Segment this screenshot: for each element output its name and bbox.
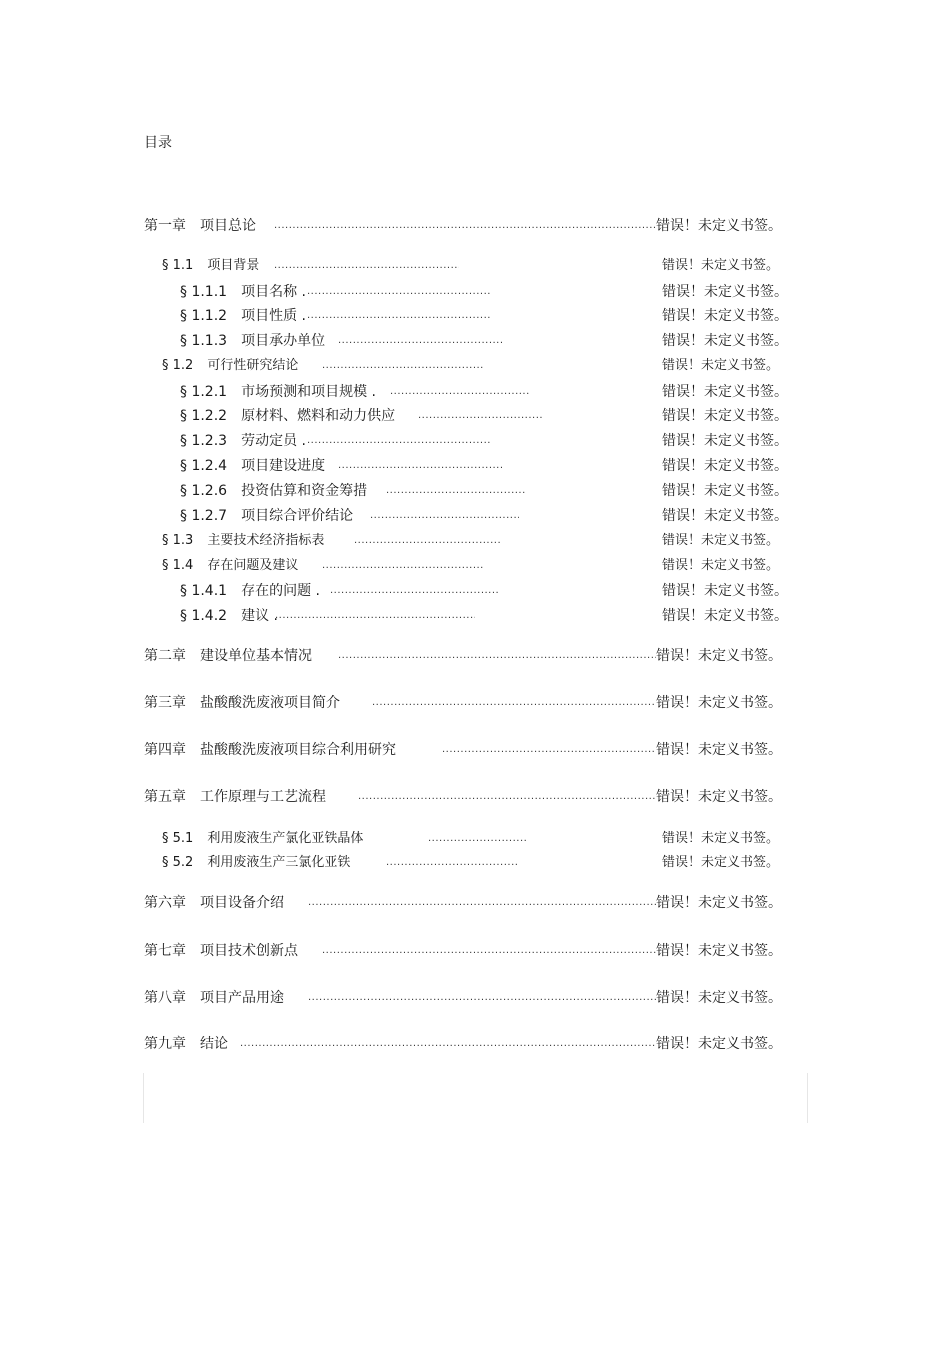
toc-entry-label — [162, 531, 324, 551]
toc-entry-text: 盐酸酸洗废液项目综合利用研究 — [200, 742, 396, 758]
toc-entry-text: 工作原理与工艺流程 — [200, 789, 326, 805]
toc-entry-label — [180, 406, 395, 426]
toc-entry-page-ref: 错误！未定义书签。 — [662, 855, 780, 870]
dot-leader — [338, 456, 503, 476]
toc-entry-text: 劳动定员 . — [241, 433, 306, 449]
toc-entry-label — [144, 740, 396, 760]
dot-leader — [307, 431, 491, 451]
dot-leader — [275, 606, 475, 626]
toc-entry-chapter[interactable] — [144, 646, 782, 666]
toc-entry-number: § 1.2.7 — [180, 508, 228, 524]
toc-entry-text: 项目性质 . — [241, 308, 306, 324]
toc-title: 目录 — [144, 135, 172, 151]
toc-entry-text: 项目综合评价结论 — [241, 508, 354, 524]
toc-entry-page-ref: 错误！未定义书签。 — [656, 895, 782, 911]
toc-entry-number: 第五章 — [144, 789, 186, 805]
toc-entry-number: § 5.1 — [162, 831, 194, 846]
toc-entry-text: 项目设备介绍 — [200, 895, 284, 911]
toc-entry-page-ref: 错误！未定义书签。 — [662, 384, 788, 400]
toc-entry-label — [144, 787, 326, 807]
toc-entry-subsection[interactable] — [180, 282, 788, 302]
dot-leader — [418, 406, 543, 426]
toc-entry-text: 市场预测和项目规模 . — [241, 384, 376, 400]
toc-entry-subsection[interactable] — [180, 581, 788, 601]
dot-leader — [240, 1034, 656, 1054]
toc-entry-label — [180, 431, 306, 451]
toc-entry-text: 主要技术经济指标表 — [207, 533, 325, 548]
toc-entry-chapter[interactable] — [144, 740, 782, 760]
toc-entry-label — [180, 382, 376, 402]
toc-entry-number: § 1.2.6 — [180, 483, 228, 499]
toc-entry-label — [162, 356, 298, 376]
toc-entry-chapter[interactable] — [144, 216, 782, 236]
toc-entry-text: 利用废液生产三氯化亚铁 — [207, 855, 351, 870]
dot-leader — [322, 941, 656, 961]
toc-entry-page-ref: 错误！未定义书签。 — [656, 742, 782, 758]
toc-entry-text: 投资估算和资金筹措 — [241, 483, 368, 499]
toc-entry-number: § 5.2 — [162, 855, 194, 870]
toc-entry-page-ref: 错误！未定义书签。 — [662, 558, 780, 573]
toc-entry-section[interactable] — [162, 256, 780, 276]
toc-entry-subsection[interactable] — [180, 431, 788, 451]
toc-entry-text: 项目承办单位 — [241, 333, 326, 349]
toc-entry-chapter[interactable] — [144, 1034, 782, 1054]
toc-entry-text: 建设单位基本情况 — [200, 648, 312, 664]
dot-leader — [330, 581, 500, 601]
toc-entry-chapter[interactable] — [144, 787, 782, 807]
toc-entry-number: § 1.2 — [162, 358, 194, 373]
dot-leader — [308, 988, 656, 1008]
toc-entry-subsection[interactable] — [180, 606, 788, 626]
toc-entry-number: 第七章 — [144, 943, 186, 959]
toc-entry-page-ref: 错误！未定义书签。 — [656, 943, 782, 959]
toc-entry-label — [144, 988, 284, 1008]
dot-leader — [322, 356, 483, 376]
toc-entry-number: 第八章 — [144, 990, 186, 1006]
toc-entry-page-ref: 错误！未定义书签。 — [662, 831, 780, 846]
toc-entry-subsection[interactable] — [180, 506, 788, 526]
toc-entry-chapter[interactable] — [144, 893, 782, 913]
dot-leader — [354, 531, 500, 551]
page-border-right — [807, 1073, 808, 1123]
toc-entry-page-ref: 错误！未定义书签。 — [656, 1036, 782, 1052]
toc-entry-number: 第三章 — [144, 695, 186, 711]
toc-entry-page-ref: 错误！未定义书签。 — [662, 483, 788, 499]
toc-entry-number: § 1.4 — [162, 558, 194, 573]
toc-entry-text: 利用废液生产氯化亚铁晶体 — [207, 831, 364, 846]
dot-leader — [386, 853, 517, 873]
toc-entry-number: § 1.2.1 — [180, 384, 228, 400]
toc-entry-page-ref: 错误！未定义书签。 — [662, 284, 788, 300]
dot-leader — [370, 506, 519, 526]
toc-entry-subsection[interactable] — [180, 456, 788, 476]
dot-leader — [307, 306, 491, 326]
toc-entry-page-ref: 错误！未定义书签。 — [662, 458, 788, 474]
toc-entry-text: 项目产品用途 — [200, 990, 284, 1006]
dot-leader — [428, 829, 526, 849]
toc-entry-number: 第六章 — [144, 895, 186, 911]
toc-entry-label — [144, 216, 256, 236]
toc-entry-number: § 1.4.2 — [180, 608, 228, 624]
toc-entry-section[interactable] — [162, 853, 780, 873]
toc-entry-page-ref: 错误！未定义书签。 — [662, 583, 788, 599]
toc-entry-subsection[interactable] — [180, 331, 788, 351]
toc-entry-page-ref: 错误！未定义书签。 — [656, 218, 782, 234]
toc-entry-text: 结论 — [200, 1036, 228, 1052]
dot-leader — [372, 693, 656, 713]
toc-entry-text: 存在的问题 . — [241, 583, 320, 599]
toc-entry-label — [180, 581, 320, 601]
toc-entry-text: 盐酸酸洗废液项目简介 — [200, 695, 340, 711]
toc-entry-label — [162, 829, 363, 849]
dot-leader — [338, 646, 656, 666]
dot-leader — [358, 787, 656, 807]
toc-entry-number: § 1.2.4 — [180, 458, 228, 474]
toc-entry-number: § 1.4.1 — [180, 583, 228, 599]
toc-entry-subsection[interactable] — [180, 481, 788, 501]
toc-entry-label — [180, 506, 353, 526]
toc-entry-page-ref: 错误！未定义书签。 — [662, 508, 788, 524]
dot-leader — [386, 481, 526, 501]
toc-entry-number: § 1.1.3 — [180, 333, 228, 349]
toc-entry-text: 项目背景 — [207, 258, 260, 273]
toc-entry-text: 原材料、燃料和动力供应 — [241, 408, 396, 424]
toc-entry-page-ref: 错误！未定义书签。 — [662, 333, 788, 349]
toc-entry-number: § 1.1 — [162, 258, 194, 273]
toc-entry-label — [180, 331, 325, 351]
toc-entry-page-ref: 错误！未定义书签。 — [656, 789, 782, 805]
toc-entry-label — [144, 646, 312, 666]
toc-entry-label — [144, 693, 340, 713]
toc-entry-text: 存在问题及建议 — [207, 558, 299, 573]
toc-entry-section[interactable] — [162, 356, 780, 376]
toc-entry-text: 可行性研究结论 — [207, 358, 299, 373]
toc-entry-number: § 1.3 — [162, 533, 194, 548]
toc-entry-number: § 1.2.3 — [180, 433, 228, 449]
dot-leader — [307, 282, 491, 302]
toc-entry-page-ref: 错误！未定义书签。 — [656, 648, 782, 664]
toc-entry-number: § 1.1.2 — [180, 308, 228, 324]
toc-entry-text: 项目名称 . — [241, 284, 306, 300]
toc-entry-label — [180, 606, 278, 626]
toc-entry-subsection[interactable] — [180, 306, 788, 326]
toc-entry-label — [180, 481, 367, 501]
toc-entry-section[interactable] — [162, 531, 780, 551]
page-border-left — [143, 1073, 144, 1123]
dot-leader — [322, 556, 483, 576]
toc-entry-number: 第一章 — [144, 218, 186, 234]
toc-entry-chapter[interactable] — [144, 693, 782, 713]
dot-leader — [442, 740, 656, 760]
toc-entry-number: § 1.1.1 — [180, 284, 228, 300]
toc-entry-text: 项目技术创新点 — [200, 943, 298, 959]
toc-entry-label — [144, 941, 298, 961]
dot-leader — [338, 331, 503, 351]
toc-entry-text: 项目总论 — [200, 218, 256, 234]
toc-entry-page-ref: 错误！未定义书签。 — [656, 695, 782, 711]
toc-entry-text: 建议 . — [241, 608, 278, 624]
toc-entry-subsection[interactable] — [180, 406, 788, 426]
toc-entry-section[interactable] — [162, 556, 780, 576]
toc-entry-page-ref: 错误！未定义书签。 — [656, 990, 782, 1006]
toc-entry-page-ref: 错误！未定义书签。 — [662, 408, 788, 424]
toc-entry-label — [162, 556, 298, 576]
toc-entry-label — [180, 306, 306, 326]
toc-entry-number: 第四章 — [144, 742, 186, 758]
toc-entry-label — [180, 282, 306, 302]
toc-entry-section[interactable] — [162, 829, 780, 849]
toc-entry-label — [180, 456, 325, 476]
dot-leader — [308, 893, 656, 913]
toc-entry-label — [162, 853, 350, 873]
toc-entry-label — [162, 256, 259, 276]
dot-leader — [274, 256, 459, 276]
toc-entry-page-ref: 错误！未定义书签。 — [662, 433, 788, 449]
toc-entry-text: 项目建设进度 — [241, 458, 326, 474]
toc-entry-page-ref: 错误！未定义书签。 — [662, 258, 780, 273]
toc-entry-page-ref: 错误！未定义书签。 — [662, 308, 788, 324]
dot-leader — [390, 382, 530, 402]
toc-entry-label — [144, 893, 284, 913]
toc-entry-page-ref: 错误！未定义书签。 — [662, 533, 780, 548]
toc-entry-number: 第二章 — [144, 648, 186, 664]
toc-entry-page-ref: 错误！未定义书签。 — [662, 608, 788, 624]
toc-entry-page-ref: 错误！未定义书签。 — [662, 358, 780, 373]
toc-entry-number: § 1.2.2 — [180, 408, 228, 424]
dot-leader — [274, 216, 656, 236]
toc-entry-chapter[interactable] — [144, 988, 782, 1008]
toc-entry-subsection[interactable] — [180, 382, 788, 402]
toc-entry-chapter[interactable] — [144, 941, 782, 961]
toc-entry-label — [144, 1034, 228, 1054]
toc-entry-number: 第九章 — [144, 1036, 186, 1052]
